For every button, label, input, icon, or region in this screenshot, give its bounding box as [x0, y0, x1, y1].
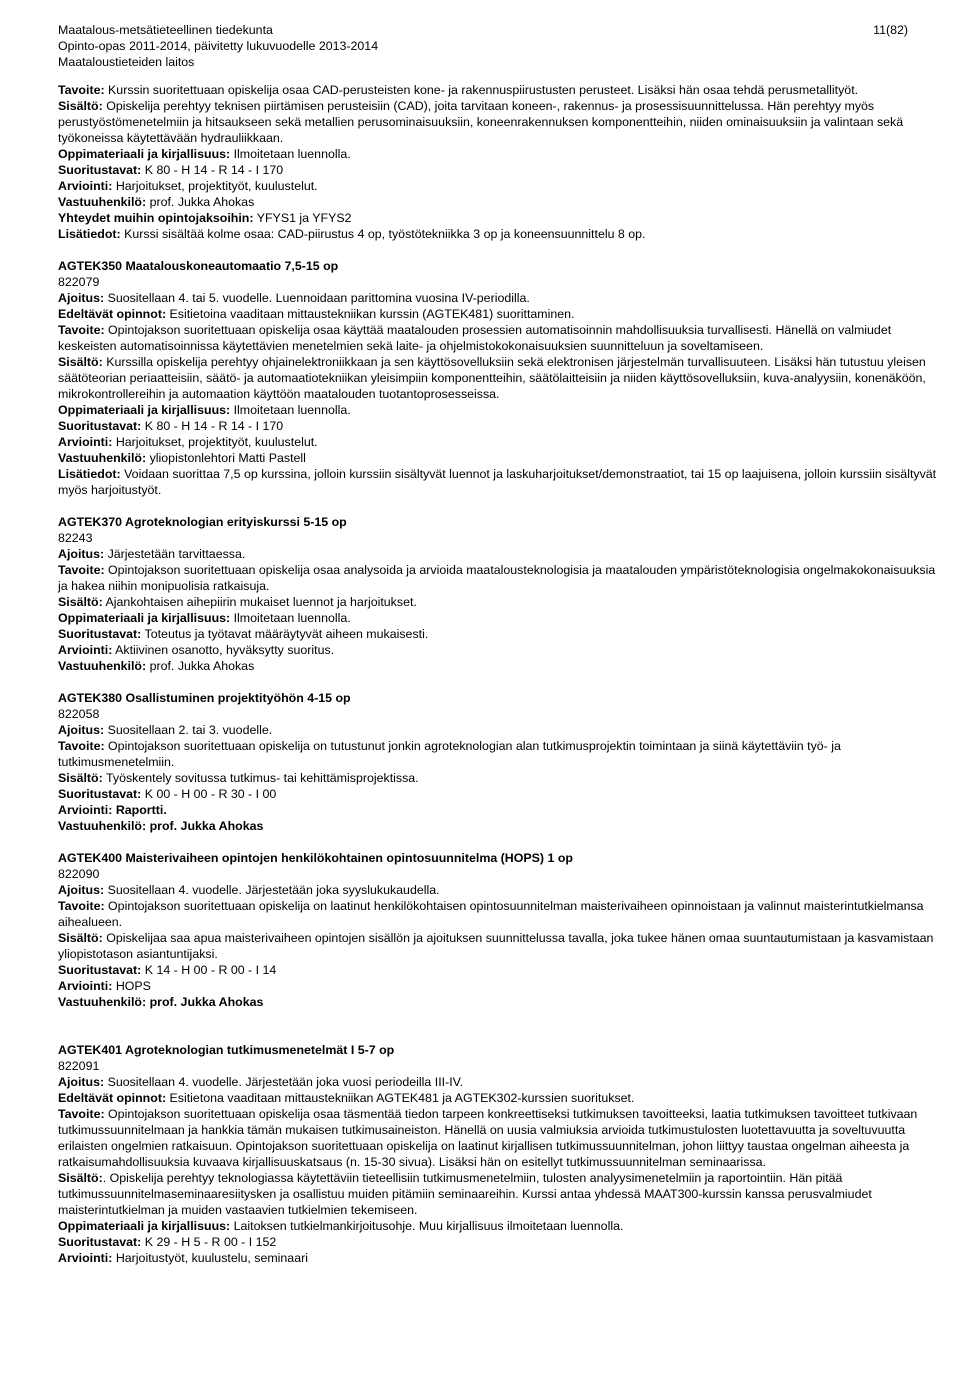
vastuuhenkilo-line: Vastuuhenkilö: prof. Jukka Ahokas	[58, 659, 255, 673]
sisalto-paragraph: Sisältö: Opiskelija perehtyy teknisen piirtämisen perusteisiin (CAD), joita tarvitaan koneen-, rakennus- ja prosessisuunnittelussa. Hän perehtyy myös perustyöstömenetelmiin ja hitsaukseen sekä metallien perusominaisuuksiin, koneenrakennuksen komponentteihin, niiden ominaisuuksiin ja valintaan sekä työkoneissa käytettävään hydrauliikkaan.	[58, 99, 904, 145]
suoritustavat-line: Suoritustavat: K 80 - H 14 - R 14 - I 170	[58, 419, 284, 433]
oppimateriaali-line: Oppimateriaali ja kirjallisuus: Ilmoitetaan luennolla.	[58, 147, 351, 161]
tavoite-paragraph: Tavoite: Opintojakson suoritettuaan opiskelija on tutustunut jonkin agroteknologian alan tutkimusprojektin toimintaan ja siinä käytettäviin työ- ja tutkimusmenetelmiin.	[58, 739, 841, 769]
tavoite-paragraph: Tavoite: Opintojakson suoritettuaan opiskelija on laatinut henkilökohtaisen opintosuunnitelman maisterivaiheen opinnoistaan ja valinnut maisterintutkielmansa aihealueen.	[58, 899, 924, 929]
suoritustavat-line: Suoritustavat: K 80 - H 14 - R 14 - I 170	[58, 163, 284, 177]
vastuuhenkilo-line: Vastuuhenkilö: prof. Jukka Ahokas	[58, 819, 264, 833]
course-title: AGTEK370 Agroteknologian erityiskurssi 5-15 op	[58, 515, 347, 529]
spacer	[58, 1010, 942, 1042]
ajoitus-line: Ajoitus: Suositellaan 4. vuodelle. Järjestetään joka syyslukukaudella.	[58, 883, 440, 897]
course-agtek380	[58, 690, 942, 834]
sisalto-line: Sisältö: Työskentely sovitussa tutkimus- tai kehittämisprojektissa.	[58, 771, 419, 785]
spacer	[58, 674, 942, 690]
sisalto-paragraph: Sisältö: Opiskelijaa saa apua maisterivaiheen opintojen sisällön ja ajoituksen suunnittelussa tavalla, joka tukee hänen omaa suuntautumistaan ja kasvamistaan yliopistotason asiantuntijaksi.	[58, 931, 934, 961]
arviointi-line: Arviointi: Harjoitukset, projektityöt, kuulustelut.	[58, 435, 318, 449]
lisatiedot-line: Lisätiedot: Kurssi sisältää kolme osaa: CAD-piirustus 4 op, työstötekniikka 3 op ja koneensuunnittelu 8 op.	[58, 227, 646, 241]
course-title: AGTEK401 Agroteknologian tutkimusmenetelmät I 5-7 op	[58, 1043, 395, 1057]
vastuuhenkilo-line: Vastuuhenkilö: prof. Jukka Ahokas	[58, 195, 255, 209]
course-agtek401	[58, 1042, 942, 1266]
tavoite-paragraph: Tavoite: Opintojakson suoritettuaan opiskelija osaa täsmentää tiedon tarpeen konkreettiseksi tutkimuksen tavoitteeksi, laatia tutkimuksen tavoitteet tutkivaan tutkimussuunnitelmaan ja hankkia tämän mukaisen tutkimusaineiston. Hänellä on uusia valmiuksia arvioida tutkimustulosten luotettavuutta ja soveltuvuutta erilaisten ongelmien ratkaisuun. Opintojakson suoritettuaan opiskelija on laatinut kirjallisen tutkimussuunnitelman, johon liittyy taustaa ongelman aiheesta ja ratkaisumahdollisuuksia kuvaava kirjallisuuskatsaus (n. 15-30 sivua). Lisäksi hän on esitellyt tutkimussuunnitelman seminaarissa.	[58, 1107, 918, 1169]
course-title: AGTEK380 Osallistuminen projektityöhön 4-15 op	[58, 691, 351, 705]
page-header	[58, 22, 908, 70]
spacer	[58, 242, 942, 258]
course-agtek370	[58, 514, 942, 674]
course-code: 822079	[58, 275, 100, 289]
arviointi-line: Arviointi: Harjoitustyöt, kuulustelu, seminaari	[58, 1251, 308, 1265]
oppimateriaali-line: Oppimateriaali ja kirjallisuus: Ilmoitetaan luennolla.	[58, 403, 351, 417]
ajoitus-line: Ajoitus: Suositellaan 2. tai 3. vuodelle.	[58, 723, 273, 737]
arviointi-line: Arviointi: Raportti.	[58, 803, 167, 817]
course-code: 822090	[58, 867, 100, 881]
faculty-name: Maatalous-metsätieteellinen tiedekunta	[58, 23, 273, 37]
oppimateriaali-line: Oppimateriaali ja kirjallisuus: Ilmoitetaan luennolla.	[58, 611, 351, 625]
arviointi-line: Arviointi: Aktiivinen osanotto, hyväksytty suoritus.	[58, 643, 335, 657]
suoritustavat-line: Suoritustavat: K 00 - H 00 - R 30 - I 00	[58, 787, 277, 801]
ajoitus-line: Ajoitus: Suositellaan 4. vuodelle. Järjestetään joka vuosi periodeilla III-IV.	[58, 1075, 464, 1089]
suoritustavat-line: Suoritustavat: K 29 - H 5 - R 00 - I 152	[58, 1235, 277, 1249]
ajoitus-line: Ajoitus: Järjestetään tarvittaessa.	[58, 547, 246, 561]
tavoite-paragraph: Tavoite: Opintojakson suoritettuaan opiskelija osaa käyttää maatalouden prosessien automatisoinnin mahdollisuuksia turvallisesti. Hänellä on valmiudet keskeisten automatisoinnissa käytettävien menetelmien sekä laite- ja ohjelmistokokonaisuuksien suunnitteluun ja soveltamiseen.	[58, 323, 892, 353]
course-title: AGTEK350 Maatalouskoneautomaatio 7,5-15 op	[58, 259, 339, 273]
course-title: AGTEK400 Maisterivaiheen opintojen henkilökohtainen opintosuunnitelma (HOPS) 1 op	[58, 851, 573, 865]
spacer	[58, 834, 942, 850]
yhteydet-line: Yhteydet muihin opintojaksoihin: YFYS1 ja YFYS2	[58, 211, 352, 225]
lisatiedot-paragraph: Lisätiedot: Voidaan suorittaa 7,5 op kurssina, jolloin kurssiin sisältyvät luennot ja laskuharjoitukset/demonstraatiot, tai 15 op laajuisena, jolloin kurssiin sisältyvät myös harjoitustyöt.	[58, 467, 937, 497]
spacer	[58, 498, 942, 514]
course-agtek350	[58, 258, 942, 498]
vastuuhenkilo-line: Vastuuhenkilö: yliopistonlehtori Matti Pastell	[58, 451, 306, 465]
suoritustavat-line: Suoritustavat: Toteutus ja työtavat määräytyvät aiheen mukaisesti.	[58, 627, 429, 641]
guide-title: Opinto-opas 2011-2014, päivitetty lukuvuodelle 2013-2014	[58, 39, 379, 53]
document-body	[58, 82, 942, 1266]
edeltavat-line: Edeltävät opinnot: Esitietona vaaditaan mittaustekniikan AGTEK481 ja AGTEK302-kurssien suoritukset.	[58, 1091, 635, 1105]
sisalto-paragraph: Sisältö:. Opiskelija perehtyy teknologiassa käytettäviin tieteellisiin tutkimusmenetelmiin, tulosten analyysimenetelmiin ja raportointiin. Hän pitää tutkimussuunnitelmaseminaaresiitysken ja osallistuu muiden pitämiin seminaareihin. Kurssi antaa yhdessä MAAT300-kurssin kanssa perusvalmiudet maisterintutkielman ja muiden vastaavien tutkielmien tekemiseen.	[58, 1171, 872, 1217]
tavoite-paragraph: Tavoite: Kurssin suoritettuaan opiskelija osaa CAD-perusteisten kone- ja rakennuspiirustusten perusteet. Lisäksi hän osaa tehdä perusmetallityöt.	[58, 83, 859, 97]
ajoitus-line: Ajoitus: Suositellaan 4. tai 5. vuodelle. Luennoidaan parittomina vuosina IV-periodilla.	[58, 291, 530, 305]
course-code: 82243	[58, 531, 93, 545]
oppimateriaali-line: Oppimateriaali ja kirjallisuus: Laitoksen tutkielmankirjoitusohje. Muu kirjallisuus ilmoitetaan luennolla.	[58, 1219, 624, 1233]
tavoite-paragraph: Tavoite: Opintojakson suoritettuaan opiskelija osaa analysoida ja arvioida maatalousteknologisia ja maatalouden ympäristöteknologisia ongelmakokonaisuuksia ja hakea niihin monipuolisia ratkaisuja.	[58, 563, 936, 593]
suoritustavat-line: Suoritustavat: K 14 - H 00 - R 00 - I 14	[58, 963, 277, 977]
course-code: 822058	[58, 707, 100, 721]
page-number: 11(82)	[873, 23, 908, 37]
course-section-continued	[58, 82, 942, 242]
course-code: 822091	[58, 1059, 100, 1073]
department-name: Maataloustieteiden laitos	[58, 55, 195, 69]
edeltavat-line: Edeltävät opinnot: Esitietoina vaaditaan mittaustekniikan kurssin (AGTEK481) suorittaminen.	[58, 307, 575, 321]
arviointi-line: Arviointi: Harjoitukset, projektityöt, kuulustelut.	[58, 179, 318, 193]
course-agtek400	[58, 850, 942, 1010]
vastuuhenkilo-line: Vastuuhenkilö: prof. Jukka Ahokas	[58, 995, 264, 1009]
sisalto-line: Sisältö: Ajankohtaisen aihepiirin mukaiset luennot ja harjoitukset.	[58, 595, 417, 609]
sisalto-paragraph: Sisältö: Kurssilla opiskelija perehtyy ohjainelektroniikkaan ja sen käyttösovelluksiin sekä elektronisen järjestelmän turvallisuuteen. Lisäksi hän tutustuu yleisen säätöteorian periaatteisiin, säätö- ja automaatiotekniikan yleisimpiin komponentteihin, säätölaitteisiin ja niiden käyttösovelluksiin, kuva-analyysiin, konenäköön, mikrokontrollereihin ja automaation käyttöön maatalouden tuotantoprosesseissa.	[58, 355, 926, 401]
arviointi-line: Arviointi: HOPS	[58, 979, 151, 993]
